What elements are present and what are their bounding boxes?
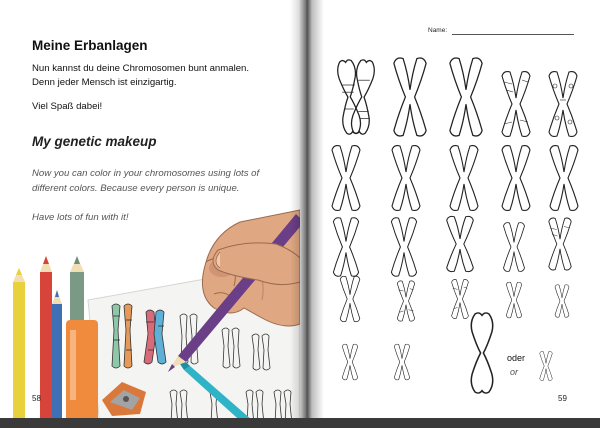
yellow-pencil bbox=[13, 268, 25, 428]
german-text-line-1: Nun kannst du deine Chromosomen bunt anmalen. bbox=[32, 63, 250, 74]
chromosome-pair-22 bbox=[394, 344, 409, 380]
chromosome-pair-17 bbox=[397, 281, 414, 321]
german-text-line-2: Denn jeder Mensch ist einzigartig. bbox=[32, 77, 177, 88]
chromosome-pair-19 bbox=[506, 282, 521, 318]
english-text-line-1: Now you can color in your chromosomes using lots of bbox=[32, 168, 260, 179]
chromosome-pair-10 bbox=[550, 146, 578, 211]
chromosome-pair-14 bbox=[504, 223, 525, 272]
chromosome-pair-7 bbox=[392, 146, 420, 211]
chromosome-pair-20 bbox=[555, 285, 569, 318]
chromosome-pair-16 bbox=[340, 276, 360, 322]
right-page bbox=[300, 0, 600, 428]
chromosome-pair-6 bbox=[332, 146, 360, 211]
book-bottom-edge bbox=[0, 418, 600, 428]
chromosome-pair-3 bbox=[450, 58, 482, 136]
english-title: My genetic makeup bbox=[32, 134, 157, 149]
chromosome-pair-5 bbox=[549, 72, 577, 137]
or-label-english: or bbox=[510, 367, 519, 377]
or-label-german: oder bbox=[507, 353, 526, 363]
chromosome-pair-4 bbox=[502, 72, 530, 137]
chromosome-pair-15 bbox=[549, 218, 571, 270]
right-page-number: 59 bbox=[558, 394, 567, 403]
english-text-line-2: different colors. Because every person is unique. bbox=[32, 183, 240, 194]
chromosome-x-large bbox=[471, 313, 492, 393]
left-page-number: 58 bbox=[32, 394, 41, 403]
german-title: Meine Erbanlagen bbox=[32, 38, 148, 53]
chromosome-pair-13 bbox=[447, 216, 474, 271]
chromosome-pair-18 bbox=[452, 280, 469, 319]
chromosome-pair-12 bbox=[391, 218, 416, 277]
german-fun-line: Viel Spaß dabei! bbox=[32, 101, 103, 112]
chromosome-pair-9 bbox=[502, 146, 530, 211]
chromosome-pair-2 bbox=[394, 58, 426, 136]
chromosome-pair-21 bbox=[342, 344, 357, 380]
english-fun-line: Have lots of fun with it! bbox=[32, 212, 129, 223]
blue-pencil bbox=[52, 290, 62, 428]
orange-marker bbox=[66, 320, 98, 428]
chromosome-pair-11 bbox=[333, 218, 358, 277]
chromosome-pair-1 bbox=[337, 59, 376, 134]
red-pencil bbox=[40, 256, 52, 428]
chromosome-pair-8 bbox=[450, 146, 478, 211]
name-label: Name: bbox=[428, 27, 448, 34]
chromosome-grid bbox=[300, 0, 600, 428]
chromosome-y-small bbox=[540, 351, 553, 380]
